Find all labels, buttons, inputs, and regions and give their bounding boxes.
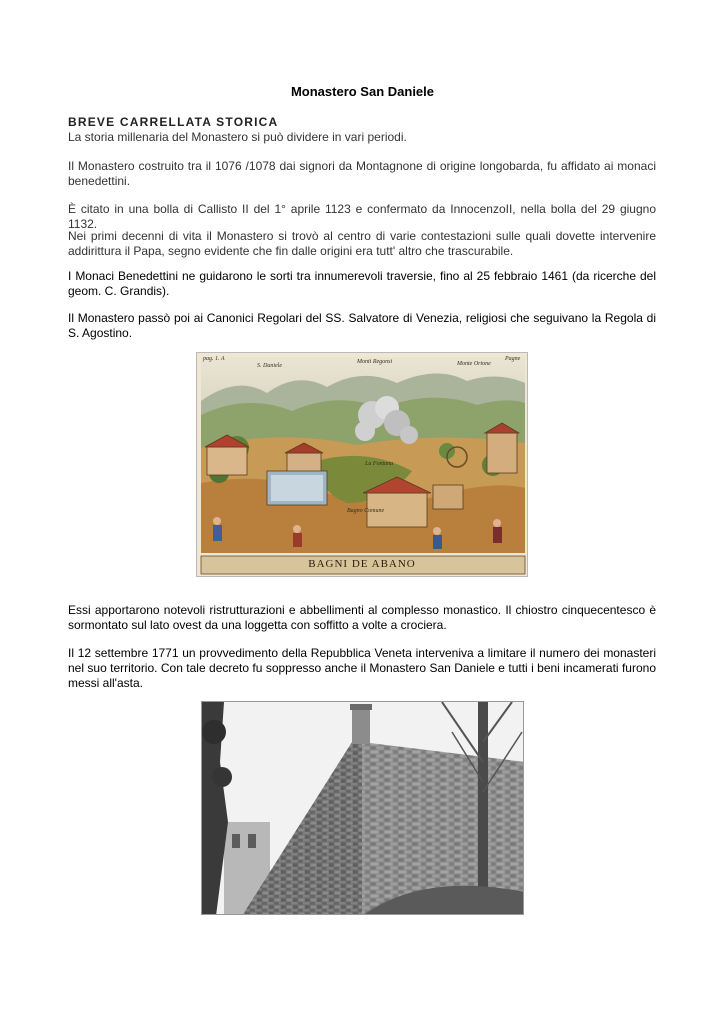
paragraph-contestazioni: Nei primi decenni di vita il Monastero si trovò al centro di varie contestazioni sulle quali dovette intervenire addirittura il Papa, segno evidente che fin dalle origini era tutt' altro che trascurabile.	[68, 229, 656, 258]
paragraph-soppressione: Il 12 settembre 1771 un provvedimento della Repubblica Veneta interveniva a limitare il numero dei monasteri nel suo territorio. Con tale decreto fu soppresso anche il Monastero San Daniele e tutti i beni incamerati furono messi all'asta.	[68, 646, 656, 690]
page-title: Monastero San Daniele	[290, 84, 435, 99]
paragraph-benedettini: I Monaci Benedettini ne guidarono le sorti tra innumerevoli traversie, fino al 25 febbraio 1461 (da ricerche del geom. C. Grandis).	[68, 269, 656, 298]
paragraph-ristrutturazioni: Essi apportarono notevoli ristrutturazioni e abbellimenti al complesso monastico. Il chiostro cinquecentesco è sormontato sul lato ovest da una loggetta con soffitto a volte a crociera.	[68, 603, 656, 632]
label-la-fontana: La Fontana	[365, 461, 394, 467]
stone-wall-illustration	[202, 702, 524, 915]
paragraph-canonici: Il Monastero passò poi ai Canonici Regolari del SS. Salvatore di Venezia, religiosi che seguivano la Regola di S. Agostino.	[68, 311, 656, 340]
section-heading: BREVE CARRELLATA STORICA	[68, 115, 279, 129]
label-s-daniele: S. Daniele	[257, 363, 282, 369]
paragraph-bolla: È citato in una bolla di Callisto II del 1° aprile 1123 e confermato da InnocenzoII, nella bolla del 29 giugno 1132.	[68, 202, 656, 231]
label-monte-ortone: Monte Ortone	[457, 361, 491, 367]
paragraph-founding: Il Monastero costruito tra il 1076 /1078 dai signori da Montagnone di origine longobarda, fu affidato ai monaci benedettini.	[68, 159, 656, 188]
paragraph-intro: La storia millenaria del Monastero si può dividere in vari periodi.	[68, 130, 407, 144]
engraving-image	[196, 352, 528, 577]
label-bagno: Bagno Comune	[347, 508, 385, 514]
stone-wall-photo	[201, 701, 524, 915]
label-pagne: Pagne	[505, 356, 521, 362]
engraving-banner: BAGNI DE ABANO	[308, 558, 416, 570]
label-monti: Monti Regonsi	[357, 359, 393, 365]
engraving-illustration	[197, 353, 528, 577]
page-label: pag. 1. A	[203, 356, 225, 362]
